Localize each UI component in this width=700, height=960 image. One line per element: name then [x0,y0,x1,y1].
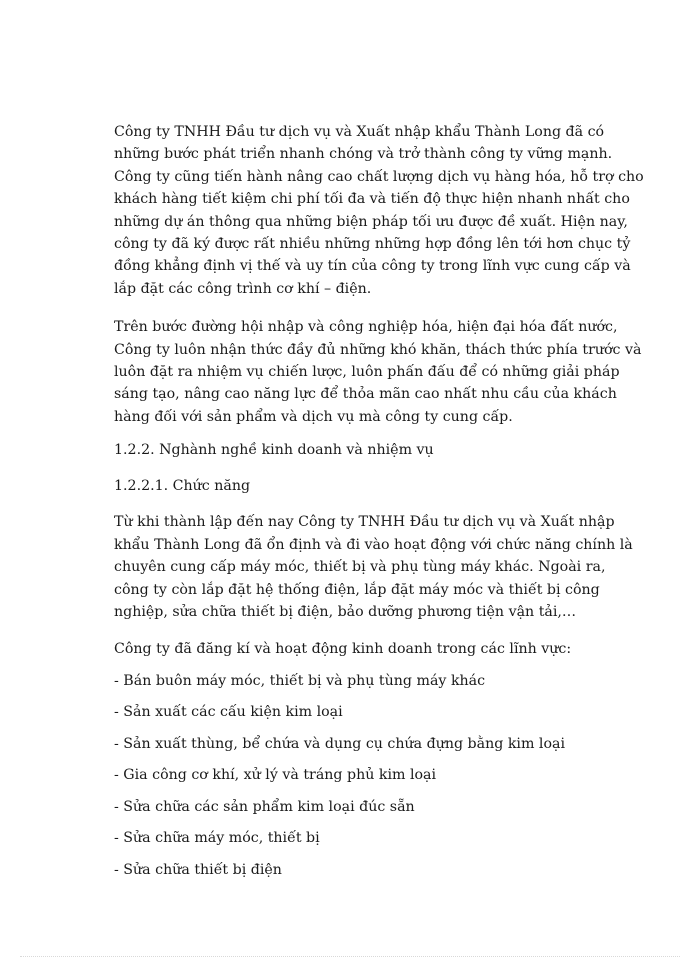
list-item: - Sản xuất thùng, bể chứa và dụng cụ chứa đựng bằng kim loại [114,735,566,752]
intro-paragraph-2: Trên bước đường hội nhập và công nghiệp hóa, hiện đại hóa đất nước, Công ty luôn nhận thức đầy đủ những khó khăn, thách thức phía trước và luôn đặt ra nhiệm vụ chiến lược, luôn phấn đấu để có những giải pháp sáng tạo, nâng cao năng lực để thỏa mãn cao nhất nhu cầu của khách hàng đối với sản phẩm và dịch vụ mà công ty cung cấp. [114,319,642,425]
list-item: - Gia công cơ khí, xử lý và tráng phủ kim loại [114,767,437,784]
section-heading: 1.2.2. Nghành nghề kinh doanh và nhiệm vụ [114,442,434,459]
list-item: - Sửa chữa thiết bị điện [114,861,282,878]
list-intro: Công ty đã đăng kí và hoạt động kinh doanh trong các lĩnh vực: [114,641,572,658]
list-item: - Bán buôn máy móc, thiết bị và phụ tùng máy khác [114,672,486,689]
document-body [114,121,644,891]
function-paragraph: Từ khi thành lập đến nay Công ty TNHH Đầu tư dịch vụ và Xuất nhập khẩu Thành Long đã ổn định và đi vào hoạt động với chức năng chính là chuyên cung cấp máy móc, thiết bị và phụ tùng máy khác. Ngoài ra, công ty còn lắp đặt hệ thống điện, lắp đặt máy móc và thiết bị công nghiệp, sửa chữa thiết bị điện, bảo dưỡng phương tiện vận tải,… [114,514,633,620]
list-item: - Sản xuất các cấu kiện kim loại [114,704,343,721]
list-item: - Sửa chữa máy móc, thiết bị [114,830,320,847]
business-lines-list [114,671,644,880]
page-bottom-divider [20,956,680,957]
subsection-heading: 1.2.2.1. Chức năng [114,478,251,495]
intro-paragraph-1: Công ty TNHH Đầu tư dịch vụ và Xuất nhập khẩu Thành Long đã có những bước phát triển nhanh chóng và trở thành công ty vững mạnh. Công ty cũng tiến hành nâng cao chất lượng dịch vụ hàng hóa, hỗ trợ cho khách hàng tiết kiệm chi phí tối đa và tiến độ thực hiện nhanh nhất cho những dự án thông qua những biện pháp tối ưu được đề xuất. Hiện nay, công ty đã ký được rất nhiều những những hợp đồng lên tới hơn chục tỷ đồng khẳng định vị thế và uy tín của công ty trong lĩnh vực cung cấp và lắp đặt các công trình cơ khí – điện. [114,124,644,297]
list-item: - Sửa chữa các sản phẩm kim loại đúc sẵn [114,798,415,815]
